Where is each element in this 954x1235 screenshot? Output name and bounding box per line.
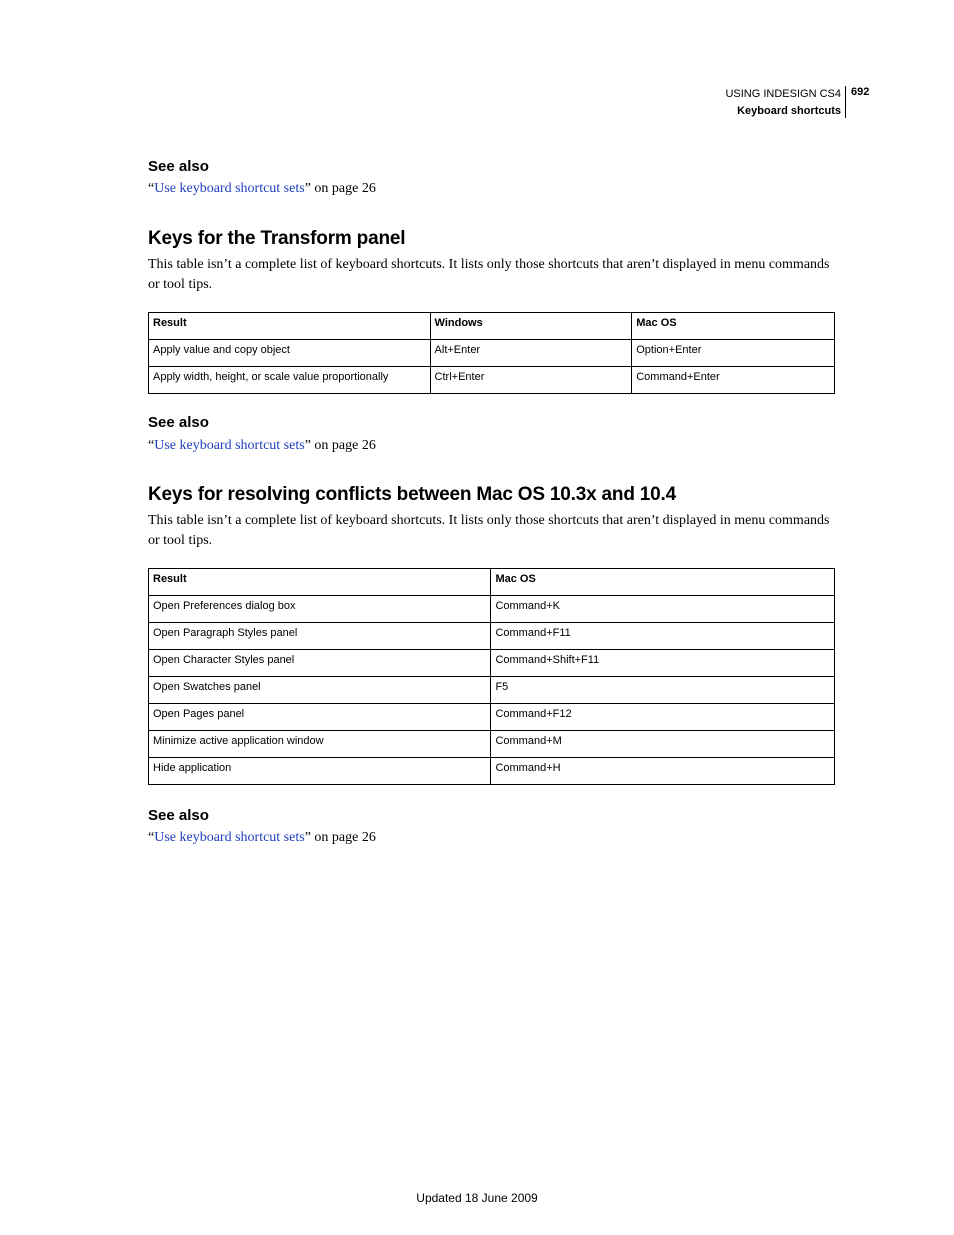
doc-title: USING INDESIGN CS4 — [725, 88, 841, 100]
column-header: Mac OS — [632, 313, 835, 340]
see-also-reference — [148, 438, 376, 454]
column-header: Windows — [430, 313, 632, 340]
page-footer: Updated 18 June 2009 — [416, 1191, 538, 1205]
table-cell: Command+M — [491, 731, 835, 758]
table-cell: Command+F11 — [491, 623, 835, 650]
table-cell: Open Preferences dialog box — [149, 596, 491, 623]
table-row — [149, 758, 835, 785]
table-cell: Command+F12 — [491, 704, 835, 731]
table-cell: Command+Enter — [632, 367, 835, 394]
header-divider — [845, 86, 846, 118]
table-row — [149, 731, 835, 758]
conflicts-shortcuts-table — [148, 568, 835, 785]
table-cell: Apply value and copy object — [149, 340, 431, 367]
table-cell: F5 — [491, 677, 835, 704]
table-cell: Option+Enter — [632, 340, 835, 367]
table-row — [149, 367, 835, 394]
see-also-heading: See also — [148, 807, 209, 824]
table-cell: Open Pages panel — [149, 704, 491, 731]
table-cell: Ctrl+Enter — [430, 367, 632, 394]
running-header — [725, 86, 841, 120]
section-intro-conflicts: This table isn’t a complete list of keyboard shortcuts. It lists only those shortcuts that aren’t displayed in menu commands or tool tips. — [148, 513, 830, 548]
table-header-row — [149, 313, 835, 340]
table-cell: Hide application — [149, 758, 491, 785]
page-number: 692 — [851, 86, 870, 98]
table-cell: Alt+Enter — [430, 340, 632, 367]
see-also-heading: See also — [148, 414, 209, 431]
transform-shortcuts-table — [148, 312, 835, 394]
table-row — [149, 596, 835, 623]
column-header: Result — [149, 569, 491, 596]
table-cell: Command+K — [491, 596, 835, 623]
section-title: Keyboard shortcuts — [737, 105, 841, 117]
table-header-row — [149, 569, 835, 596]
table-row — [149, 340, 835, 367]
page-ref: ” on page 26 — [304, 830, 376, 845]
open-quote: “ — [148, 181, 155, 196]
section-heading-transform: Keys for the Transform panel — [148, 228, 406, 249]
table-cell: Command+H — [491, 758, 835, 785]
page-ref: ” on page 26 — [304, 181, 376, 196]
table-row — [149, 623, 835, 650]
see-also-link[interactable]: Use keyboard shortcut sets — [154, 181, 305, 196]
see-also-link[interactable]: Use keyboard shortcut sets — [154, 438, 305, 453]
table-row — [149, 704, 835, 731]
table-cell: Minimize active application window — [149, 731, 491, 758]
open-quote: “ — [148, 438, 155, 453]
table-row — [149, 650, 835, 677]
table-cell: Apply width, height, or scale value proportionally — [149, 367, 431, 394]
page-ref: ” on page 26 — [304, 438, 376, 453]
table-cell: Command+Shift+F11 — [491, 650, 835, 677]
section-heading-conflicts: Keys for resolving conflicts between Mac OS 10.3x and 10.4 — [148, 484, 676, 505]
section-intro-transform: This table isn’t a complete list of keyboard shortcuts. It lists only those shortcuts that aren’t displayed in menu commands or tool tips. — [148, 257, 830, 292]
table-cell: Open Character Styles panel — [149, 650, 491, 677]
table-cell: Open Paragraph Styles panel — [149, 623, 491, 650]
column-header: Result — [149, 313, 431, 340]
see-also-reference — [148, 181, 376, 197]
see-also-reference — [148, 830, 376, 846]
column-header: Mac OS — [491, 569, 835, 596]
open-quote: “ — [148, 830, 155, 845]
see-also-link[interactable]: Use keyboard shortcut sets — [154, 830, 305, 845]
table-row — [149, 677, 835, 704]
table-cell: Open Swatches panel — [149, 677, 491, 704]
see-also-heading: See also — [148, 158, 209, 175]
